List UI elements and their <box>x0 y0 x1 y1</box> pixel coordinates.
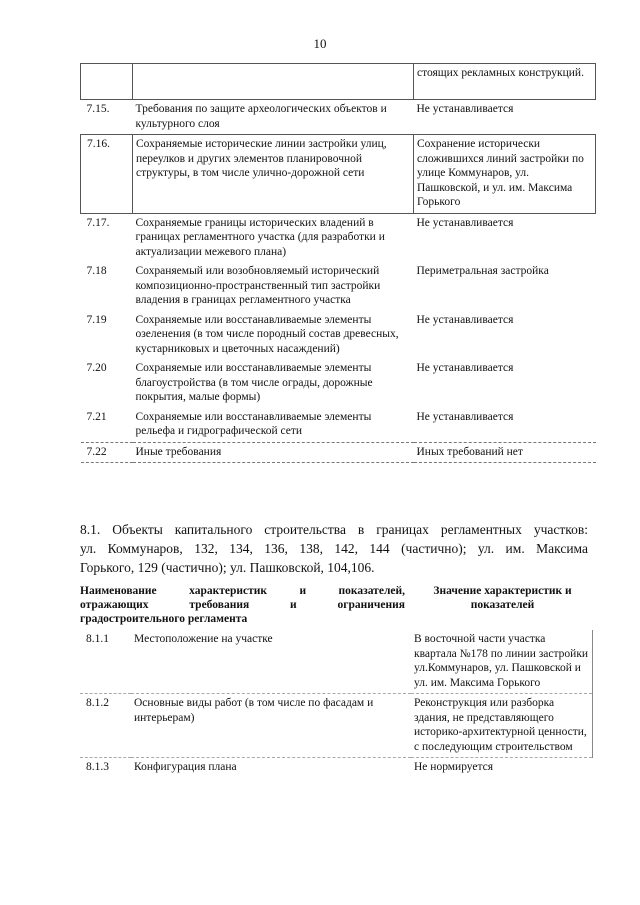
row-value: стоящих рекламных конструкций. <box>414 64 596 100</box>
row-name: Сохраняемые исторические линии застройки улиц, переулков и других элементов планировочной структуры, в том числе улично-дорожной сети <box>133 135 414 214</box>
table-row <box>81 442 596 463</box>
row-value: Иных требований нет <box>414 442 596 463</box>
heading-line: 8.1. Объекты капитального строительства в границах регламентных участков: <box>80 522 588 537</box>
table-row <box>80 758 593 778</box>
row-name <box>133 64 414 100</box>
heading-line: Горького, 129 (частично); ул. Пашковской, 104,106. <box>80 560 375 575</box>
row-value: Не устанавливается <box>416 410 514 423</box>
row-name: Требования по защите археологических объектов и культурного слоя <box>133 100 414 135</box>
row-number: 7.17. <box>86 216 110 229</box>
row-name: Сохраняемые или восстанавливаемые элементы рельефа и гидрографической сети <box>135 410 372 437</box>
values-header: Значение характеристик и показателей <box>433 585 572 611</box>
row-number: 7.15. <box>81 100 133 135</box>
row-number: 7.21 <box>86 410 107 423</box>
header-line: Наименование характеристик и показателей, <box>80 585 405 597</box>
row-name: Местоположение на участке <box>134 633 273 645</box>
row-value: В восточной части участка квартала №178 по линии застройки ул.Коммунаров, ул. Пашковской и ул. им. Максима Горького <box>411 630 593 694</box>
header-line: градостроительного регламента <box>80 613 248 625</box>
row-number: 7.16. <box>81 135 133 214</box>
row-value: Реконструкция или разборка здания, не представляющего историко-архитектурной ценности, с последующим строительством <box>411 694 593 758</box>
table-row <box>81 311 596 360</box>
table-row <box>81 408 596 443</box>
row-name: Сохраняемые или восстанавливаемые элементы благоустройства (в том числе ограды, дорожные покрытия, малые формы) <box>135 362 373 403</box>
row-name: Сохраняемые или восстанавливаемые элементы озеленения (в том числе породный состав древесных, кустарниковых и цветочных насаждений) <box>135 313 399 355</box>
heading-line: ул. Коммунаров, 132, 134, 136, 138, 142, 144 (частично); ул. им. Максима <box>80 541 588 556</box>
row-number: 8.1.2 <box>80 694 131 758</box>
table-row <box>81 100 596 135</box>
row-value: Не нормируется <box>411 758 593 778</box>
row-name: Сохраняемый или возобновляемый исторический композиционно-пространственный тип застройки владения в границах регламентного участка <box>135 265 381 306</box>
row-number: 8.1.3 <box>80 758 131 778</box>
row-name: Иные требования <box>133 442 414 463</box>
requirements-table <box>80 63 596 463</box>
row-value: Не устанавливается <box>416 216 514 229</box>
characteristics-header <box>80 584 405 626</box>
row-number: 7.20 <box>86 362 107 374</box>
row-number: 8.1.1 <box>86 633 109 645</box>
section-heading <box>80 520 588 577</box>
row-name: Основные виды работ (в том числе по фасадам и интерьерам) <box>131 694 411 758</box>
row-value: Сохранение исторически сложившихся линий застройки по улице Коммунаров, ул. Пашковской, и ул. им. Максима Горького <box>414 135 596 214</box>
table-row <box>81 262 596 311</box>
row-number: 7.22 <box>81 442 133 463</box>
table-row <box>81 359 596 408</box>
row-value: Не устанавливается <box>416 362 514 374</box>
table-row <box>81 135 596 214</box>
row-value: Периметральная застройка <box>416 265 549 277</box>
page-number: 10 <box>313 36 327 51</box>
row-number: 7.18 <box>86 265 107 277</box>
row-number <box>81 64 133 100</box>
header-line: отражающих требования и ограничения <box>80 599 405 611</box>
row-value: Не устанавливается <box>414 100 596 135</box>
row-name: Конфигурация плана <box>131 758 411 778</box>
row-name: Сохраняемые границы исторических владений в границах регламентного участка (для разработки и актуализации межевого плана) <box>135 216 385 258</box>
table-row <box>80 630 593 694</box>
row-value: Не устанавливается <box>416 313 514 326</box>
table-row <box>81 213 596 262</box>
table-row <box>80 694 593 758</box>
characteristics-table <box>80 630 593 778</box>
row-number: 7.19 <box>86 313 107 326</box>
table-row <box>81 64 596 100</box>
